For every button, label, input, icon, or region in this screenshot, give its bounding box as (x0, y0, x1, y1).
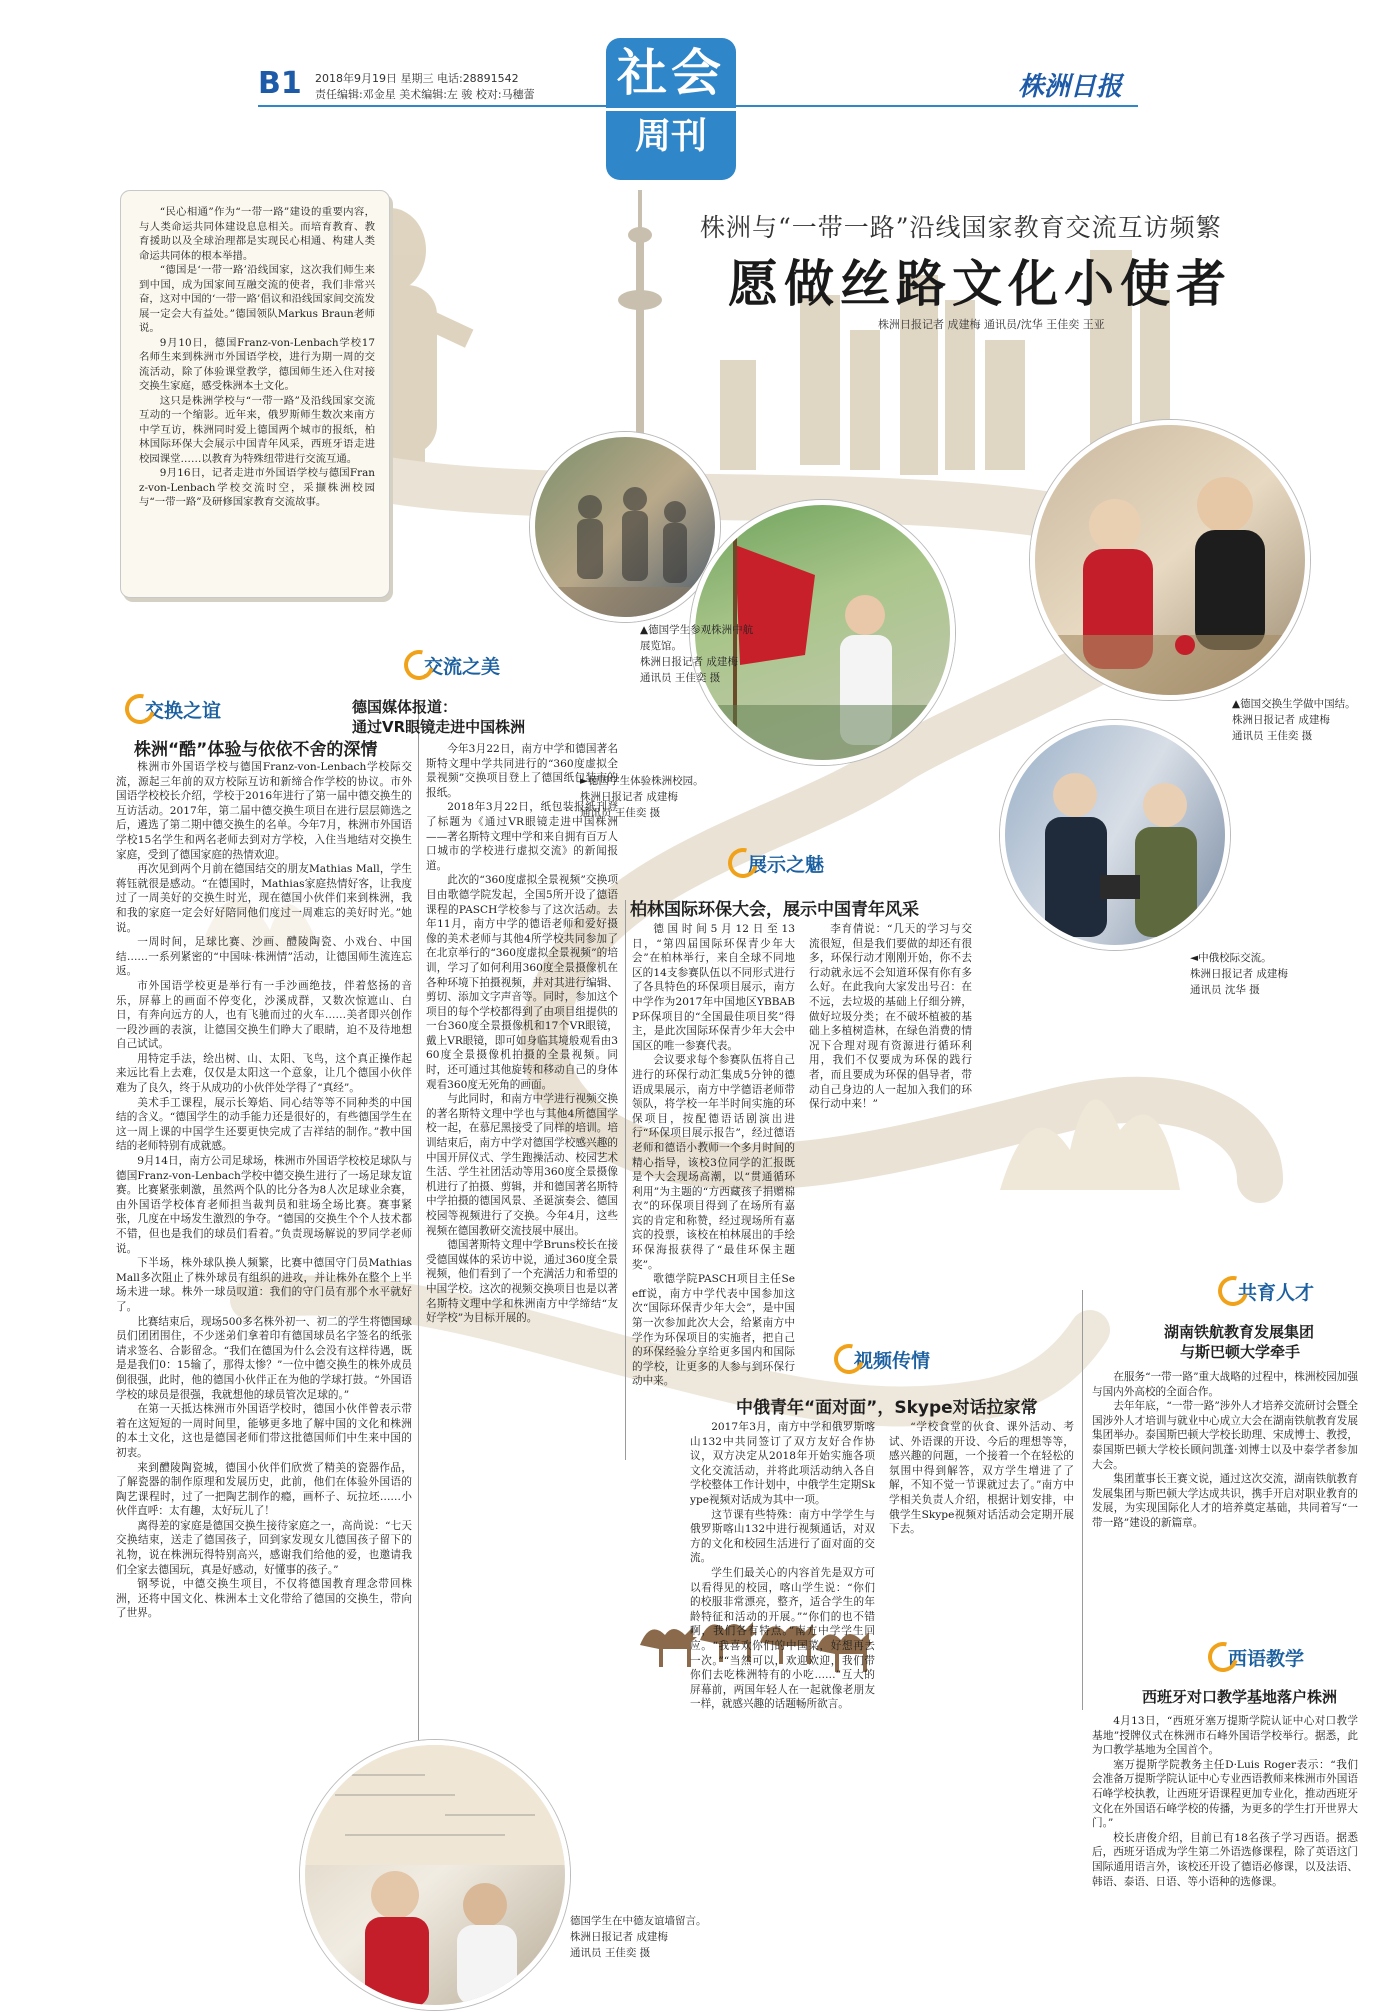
caption-friendship-wall: 德国学生在中德友谊墙留言。 株洲日报记者 成建梅 通讯员 王佳奕 摄 (570, 1915, 707, 1959)
article-paragraph: 9月14日，南方公司足球场，株洲市外国语学校校足球队与德国Franz-von-Lenbach学校中德交换生进行了一场足球友谊赛。比赛紧张刺激，虽然两个队的比分各为8人次足球业余赛，由外国语学校体育老师担当裁判员和驻场全场比赛。赛事紧张，几度在中场发生激烈的争夺。“德国的交换生个个人技术都不错，但也是我们的球员们看着。”负责现场解说的罗同学老师说。 (116, 1155, 412, 1255)
tag-education (1218, 1276, 1314, 1306)
issue-date-line: 2018年9月19日 星期三 电话:28891542 (315, 72, 519, 85)
article-paragraph: 2017年3月，南方中学和俄罗斯喀山132中共同签订了双方友好合作协议，双方决定从2018年开始实施各项文化交流活动，并将此项活动纳入各自学校整体工作计划中，中俄学生定期Skype视频对话成为其中一项。 (690, 1421, 875, 1506)
column-divider (1082, 1290, 1083, 1710)
editor-credits: 责任编辑:邓金星 美术编辑:左 骏 校对:马穗蕾 (315, 88, 535, 101)
article-paragraph: 来到醴陵陶瓷城，德国小伙伴们欣赏了精美的瓷器作品，了解瓷器的制作原理和发展历史，此前，他们在体验外国语的陶艺课程时，过了一把陶艺制作的瘾，画杯子、玩拉坯……小伙伴直呼：太有趣，太好玩儿了！ (116, 1461, 412, 1518)
tag-label: 交换之谊 (145, 699, 222, 722)
communication-article (426, 742, 618, 1326)
article-paragraph: 在第一天抵达株洲市外国语学校时，德国小伙伴曾表示带着在这短短的一周时间里，能够更多地了解中国的文化和株洲的本土文化，这也是德国老师们带这批德国师们中生来中国的初衷。 (116, 1403, 412, 1459)
communication-title-2: 通过VR眼镜走进中国株洲 (352, 718, 526, 736)
exchange-subtitle: 株洲“酷”体验与依依不舍的深情 (134, 740, 378, 760)
show-article (632, 922, 972, 1392)
photo-friendship-wall (300, 1740, 570, 2010)
exchange-article (116, 760, 412, 1621)
article-paragraph: 歌德学院PASCH项目主任Seeff说，南方中学代表中国参加这次“国际环保青少年大会”，是中国第一次参加此次大会，给紧南方中学作为环保项目的实施者，把自己的环保经验分享给更多国内和国际的学校，让更多的人参与到环保行动中来。 (632, 1273, 795, 1388)
show-subtitle: 柏林国际环保大会，展示中国青年风采 (630, 900, 919, 920)
photo-sino-russian-exchange (1000, 720, 1230, 950)
video-subtitle: 中俄青年“面对面”，Skype对话拉家常 (736, 1398, 1038, 1418)
article-paragraph: 会议要求每个参赛队伍将自己进行的环保行动汇集成5分钟的德语成果展示，南方中学德语老师带领队，将学校一年半时间实施的环保项目，按配德语话剧演出进行“环保项目展示报告”，经过德语老师和德语小教师一个多月时间的精心指导，该校3位同学的汇报既是个大会现场高潮，以“贯通循环利用”为主题的“方西藏孩子捐赠棉衣”的环保项目得到了在场所有嘉宾的肯定和称赞，经过现场所有嘉宾的投票，该校在柏林展出的手绘环保海报获得了“最佳环保主题奖”。 (632, 1054, 795, 1271)
intro-text (139, 205, 375, 510)
article-paragraph: 株洲市外国语学校与德国Franz-von-Lenbach学校际交流，源起三年前的双方校际互访和新缔合作学校的协议。市外国语学校校长介绍，学校于2016年进行了第一届中德交换生的互访活动。2017年，第二届中德交换生项目在进行层层筛选之后，遴选了第二期中德交换生的名单。今年7月，株洲市外国语学校15名学生和两名老师去到对方学校，入住当地结对交换生家庭，受到了德国家庭的热情欢迎。 (116, 761, 412, 861)
communication-title-1: 德国媒体报道： (352, 698, 458, 716)
article-paragraph: 与此同时，和南方中学进行视频交换的著名斯特文理中学也与其他4所德国学校一起，在慕尼黑接受了同样的培训。培训结束后，南方中学对德国学校感兴趣的中国开屏仪式、学生跑操活动、校园艺术生活、学生社团活动等用360度全景摄像机进行了拍摄、剪辑，并和德国著名斯特中学拍摄的德国风景、圣诞演奏会、德国校园等视频进行了交换。今年4月，这些视频在德国教研交流技展中展出。 (426, 1093, 618, 1237)
intro-paragraph: “德国是‘一带一路’沿线国家，这次我们师生来到中国，成为国家间互融交流的使者，我们非常兴奋，这对中国的‘一带一路’倡议和沿线国家间交流发展一定会大有益处。”德国领队Markus Braun老师说。 (139, 264, 375, 334)
caption-exhibition: ▲德国学生参观株洲中航展览馆。 株洲日报记者 成建梅 通讯员 王佳奕 摄 (640, 624, 754, 684)
masthead-top: 社会 (617, 44, 725, 102)
education-article (1092, 1370, 1358, 1531)
article-paragraph: 塞万提斯学院教务主任D·Luis Roger表示：“我们会准备万提斯学院认证中心专业西语教师来株洲市外国语石峰学校执教，让西班牙语课程更加专业化，推动西班牙文化在外国语石峰学校的传播，为更多的学生打开世界大门。” (1092, 1758, 1358, 1830)
article-paragraph: 这节课有些特殊：南方中学学生与俄罗斯喀山132中进行视频通话，对双方的文化和校园生活进行了面对面的交流。 (690, 1508, 875, 1565)
tag-communication (404, 650, 500, 680)
tag-label: 西语教学 (1228, 1647, 1305, 1670)
article-paragraph: 校长唐俊介绍，目前已有18名孩子学习西语。据悉后，西班牙语成为学生第二外语选修课程，除了英语这门国际通用语言外，该校还开设了德语必修课，以及法语、韩语、泰语、日语、等小语种的选修课。 (1092, 1831, 1358, 1888)
education-title-1: 湖南铁航教育发展集团 (1164, 1323, 1315, 1341)
article-paragraph: 李育倩说：“几天的学习与交流很短，但是我们要做的却还有很多，环保行动才刚刚开始，你不去行动就永远不会知道环保有你有多么好。在此我向大家发出号召：在不远，去垃圾的基础上仔细分辨，做好垃圾分类；在不破坏植被的基础上多植树造林，在绿色消费的情况下合理对现有资源进行循环利用，我们不仅要成为环保的践行者，而且要成为环保的倡导者，带动自己身边的人一起加入我们的环保行动中来！” (809, 923, 972, 1111)
tag-label: 交流之美 (424, 655, 501, 678)
main-byline: 株洲日报记者 成建梅 通讯员/沈华 王佳奕 王亚 (878, 318, 1105, 331)
article-paragraph: 市外国语学校更是举行有一手沙画绝技，伴着悠扬的音乐，屏幕上的画面不停变化，沙溪成群，又数次惊遮山、白日，有奔向远方的人，也有飞驰而过的火车……美者即兴创作一段沙画的表演，让德国交换生们睁大了眼睛，迫不及待地想自己试试。 (116, 979, 412, 1051)
article-paragraph: 学生们最关心的内容首先是双方可以看得见的校园，喀山学生说：“你们的校服非常漂亮，整齐，适合学生的年龄特征和活动的开展。”“你们的也不错啊，我们各有特点。”南方中学学生回应。“我喜欢你们的中国菜，好想再去一次。”“当然可以，欢迎欢迎，我们带你们去吃株洲特有的小吃……”互大的屏幕前，两国年轻人在一起就像老朋友一样，就感兴趣的话题畅所欲言。 (690, 1566, 875, 1711)
intro-paragraph: 9月10日，德国Franz-von-Lenbach学校17名师生来到株洲市外国语学校，进行为期一周的交流活动，除了体验课堂教学，德国师生还入住对接交换生家庭，感受株洲本土文化。 (139, 336, 375, 392)
spanish-article (1092, 1714, 1358, 1889)
article-paragraph: 用特定手法，绘出树、山、太阳、飞鸟，这个真正操作起来远比看上去难，仅仅是太阳这一个意象，让几个德国小伙伴难为了良久，终于从成功的小伙伴处学得了“真经”。 (116, 1052, 412, 1095)
caption-chinese-knot: ▲德国交换生学做中国结。 株洲日报记者 成建梅 通讯员 王佳奕 摄 (1232, 698, 1356, 742)
tag-show (728, 848, 824, 878)
caption-flag: ►德国学生体验株洲校园。 株洲日报记者 成建梅 通讯员 王佳奕 摄 (580, 775, 704, 819)
spanish-subtitle: 西班牙对口教学基地落户株洲 (1142, 1688, 1338, 1706)
education-title-2: 与斯巴顿大学牵手 (1180, 1343, 1301, 1361)
article-paragraph: 下半场，株外球队换人频繁，比赛中德国守门员Mathias Mall多次阻止了株外球员有组织的进攻，并让株外在整个上半场未进一球。株外一球员叹道：我们的守门员有那个水平就好了。 (116, 1257, 412, 1313)
caption-sino-russian: ◄中俄校际交流。 株洲日报记者 成建梅 通讯员 沈华 摄 (1190, 952, 1288, 996)
intro-box (120, 190, 390, 598)
photo-students-exhibition (530, 432, 720, 622)
page-number: B1 (258, 66, 302, 101)
article-paragraph: 去年年底，“一带一路”涉外人才培养交流研讨会暨全国涉外人才培训与就业中心成立大会在湖南铁航教育发展集团举办。泰国斯巴顿大学校长助理、宋成博士、教授，泰国斯巴顿大学校长顾问凯蓬·刘博士以及中泰学者参加大会。 (1092, 1400, 1358, 1471)
article-paragraph: 德国著斯特文理中学Bruns校长在接受德国媒体的采访中说，通过360度全景视频，他们看到了一个充满活力和希望的中国学校。这次的视频交换项目也是以著名斯特文理中学和株洲南方中学缔结“友好学校”为目标开展的。 (426, 1239, 618, 1325)
article-paragraph: 集团董事长王赛文说，通过这次交流，湖南铁航教育发展集团与斯巴顿大学达成共识，携手开启对职业教育的发展，为实现国际化人才的培养奠定基础，共同着写“一带一路”建设的新篇章。 (1092, 1473, 1358, 1529)
tv-tower-illustration (618, 190, 662, 455)
article-paragraph: 离得差的家庭是德国交换生接待家庭之一，高尚说：“七天交换结束，送走了德国孩子，回到家发现女儿德国孩子留下的礼物，说在株洲玩得特别高兴，感谢我们给他的爱，也邀请我们全家去德国玩，真是好感动，好懂事的孩子。” (116, 1519, 412, 1576)
tag-label: 共育人才 (1238, 1281, 1315, 1304)
article-paragraph: “学校食堂的伙食、课外活动、考试、外语课的开设、今后的理想等等，感兴趣的问题，一个接着一个在轻松的氛围中得到解答，双方学生增进了了解，不知不觉一节课就过去了。”南方中学相关负责人介绍，根据计划安排，中俄学生Skype视频对话活动会定期开展下去。 (889, 1421, 1074, 1536)
masthead-bottom: 周刊 (606, 108, 736, 163)
intro-paragraph: 这只是株洲学校与“一带一路”及沿线国家交流互动的一个缩影。近年来，俄罗斯师生数次来南方中学互访，株洲同时爱上德国两个城市的报纸，柏林国际环保大会展示中国青年风采，西班牙语走进校园课堂……以教育为特殊纽带进行交流互通。 (139, 394, 375, 465)
article-paragraph: 德国时间5月12日至13日，“第四届国际环保青少年大会”在柏林举行，来自全球不同地区的14支参赛队伍以不同形式进行了各具特色的环保项目展示，南方中学作为2017年中国地区YBBABP环保项目的“全国最佳项目奖”得主，是此次国际环保青少年大会中国区的唯一参赛代表。 (632, 923, 795, 1052)
tag-label: 展示之魅 (748, 853, 825, 876)
intro-paragraph: 9月16日，记者走进市外国语学校与德国Franz-von-Lenbach学校交流时空，采撷株洲校园与“一带一路”及研修国家教育交流故事。 (139, 467, 375, 508)
newspaper-name: 株洲日报 (1018, 72, 1123, 102)
article-paragraph: 再次见到两个月前在德国结交的朋友Mathias Mall，学生蒋钰就很是感动。“在德国时，Mathias家庭热情好客，让我度过了一周美好的交换生时光，现在德国小伙伴们来到株洲，我和我的家庭一定会好好陪同他们度过一周难忘的美好时光。”她说。 (116, 863, 412, 934)
tag-label: 视频传情 (854, 1349, 931, 1372)
photo-chinese-knot (1030, 420, 1310, 700)
tag-video (834, 1344, 930, 1374)
article-paragraph: 比赛结束后，现场500多名株外初一、初二的学生将德国球员们团团围住，不少迷弟们拿着印有德国球员名字签名的纸张请求签名、合影留念。“我们在德国为什么会没有这样待遇，既是是我们0：15输了，那得太惨？”一位中德交换生的株外成员倒很强，此时，他的德国小伙伴正在为他的学球打鼓。“外国语学校的球员是很强，我就想他的球员管次足球的。” (116, 1315, 412, 1401)
headline-kicker: 株洲与“一带一路”沿线国家教育交流互访频繁 (700, 213, 1222, 242)
main-headline: 愿做丝路文化小使者 (728, 254, 1232, 313)
article-paragraph: 此次的“360度虚拟全景视频”交换项目由歌德学院发起，全国5所开设了德语课程的PASCH学校参与了这次活动。去年11月，南方中学的德语老师和爱好摄像的美术老师与其他4所学校共同参加了在北京举行的“360度虚拟全景视频”的培训，学习了如何利用360度全景摄像机在各种环境下拍摄视频，并对其进行编辑、剪切、添加文字声音等。同时，参加这个项目的每个学校都得到了由项目组提供的一台360度全景摄像机和17个VR眼镜，戴上VR眼镜，即可如身临其境般观看由360度全景摄像机拍摄的全景视频。同时，还可通过其他旋转和移动自己的身体观看360度无死角的画面。 (426, 874, 618, 1091)
column-divider (625, 900, 626, 1460)
intro-paragraph: “民心相通”作为“一带一路”建设的重要内容，与人类命运共同体建设息息相关。而培育教育、教育援助以及全球治理都是实现民心相通、构建人类命运共同体的根本举措。 (139, 206, 375, 262)
tag-exchange (125, 694, 221, 724)
article-paragraph: 今年3月22日，南方中学和德国著名斯特文理中学共同进行的“360度虚拟全景视频”交换项目登上了德国纸包装市的报纸。 (426, 743, 618, 799)
article-paragraph: 一周时间，足球比赛、沙画、醴陵陶瓷、小戏台、中国结……一系列紧密的“中国味·株洲情”活动，让德国师生流连忘返。 (116, 936, 412, 978)
article-paragraph: 2018年3月22日，纸包装报纸刊登了标题为《通过VR眼镜走进中国株洲——著名斯特文理中学和来自拥有百万人口城市的学校进行虚拟交流》的新闻报道。 (426, 801, 618, 872)
article-paragraph: 美术手工课程，展示长筹焰、同心结等等不同种类的中国结的含义。“德国学生的动手能力还是很好的，有些德国学生在这一周上课的中国学生还要更快完成了吉祥结的制作。”教中国结的老师特别有成就感。 (116, 1096, 412, 1153)
article-paragraph: 钢琴说，中德交换生项目，不仅将德国教育理念带回株洲，还将中国文化、株洲本土文化带给了德国的交换生，带向了世界。 (116, 1578, 412, 1620)
tag-spanish (1208, 1642, 1304, 1672)
article-paragraph: 在服务“一带一路”重大战略的过程中，株洲校园加强与国内外高校的全面合作。 (1092, 1371, 1358, 1398)
video-article (690, 1420, 1074, 1712)
column-divider (418, 700, 419, 1740)
article-paragraph: 4月13日，“西班牙塞万提斯学院认证中心对口教学基地”授牌仪式在株洲市石峰外国语学校举行。据悉，此为口教学基地为全国首个。 (1092, 1715, 1358, 1757)
